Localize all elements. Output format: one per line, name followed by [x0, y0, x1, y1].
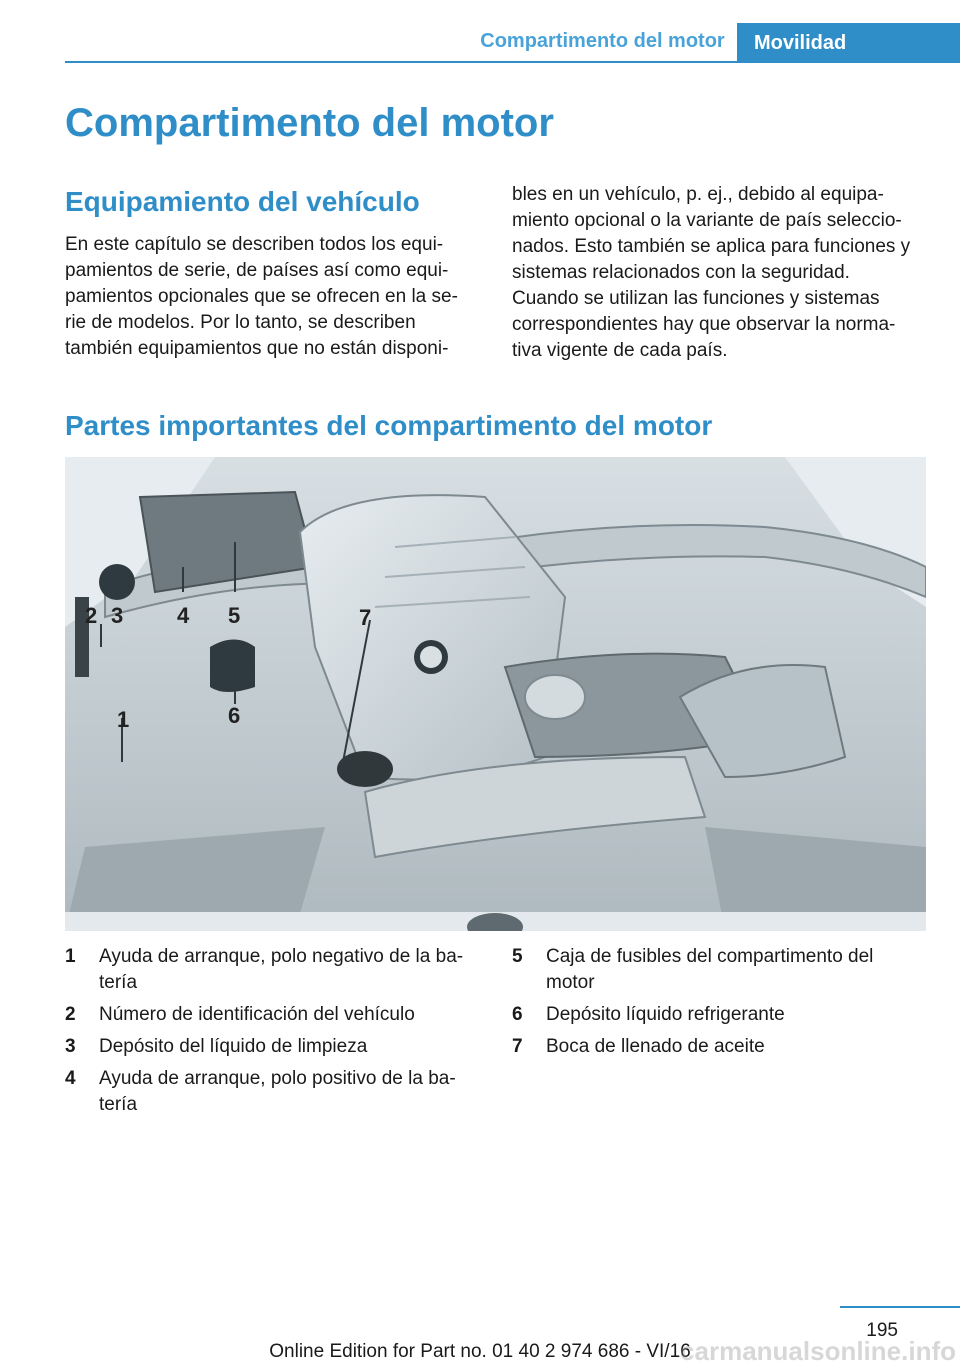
page-title: Compartimento del motor [65, 101, 554, 145]
watermark: carmanualsonline.info [680, 1336, 956, 1366]
header-chapter-tab[interactable]: Movilidad [737, 23, 960, 63]
list-item: 6 Depósito líquido refrigerante [512, 1004, 785, 1025]
parts-heading: Partes importantes del compartimento del motor [65, 410, 713, 441]
callout-1: 1 [117, 707, 130, 732]
edition-line: Online Edition for Part no. 01 40 2 974 686 - VI/16 [269, 1341, 691, 1362]
callout-3: 3 [111, 603, 124, 628]
callout-5: 5 [228, 603, 241, 628]
list-item: 7 Boca de llenado de aceite [512, 1036, 765, 1057]
equipment-text-col2: bles en un vehículo, p. ej., debido al equipa- miento opcional o la variante de país seleccio- nados. Esto también se aplica para funciones y sistemas relacionados con la seguridad. Cuando se utilizan las funciones y sistemas correspondientes hay que observar la norma- tiva vigente de cada país. [512, 184, 911, 361]
callout-2: 2 [85, 603, 98, 628]
list-item: 3 Depósito del líquido de limpieza [65, 1036, 368, 1057]
list-item: 2 Número de identificación del vehículo [65, 1004, 415, 1025]
engine-compartment-photo [65, 457, 926, 931]
equipment-heading: Equipamiento del vehículo [65, 186, 420, 217]
callout-7: 7 [359, 605, 372, 630]
footer-rule [840, 1306, 960, 1308]
header-section-title: Compartimento del motor [480, 30, 725, 52]
legend-right [512, 944, 922, 1066]
list-item: 1 Ayuda de arranque, polo negativo de la ba-tería [65, 946, 464, 993]
callout-4: 4 [177, 603, 190, 628]
callout-6: 6 [228, 703, 241, 728]
equipment-text-col1: En este capítulo se describen todos los equi- pamientos de serie, de países así como equi- pamientos opcionales que se ofrecen en la se- rie de modelos. Por lo tanto, se describen también equipamientos que no están disponi- [65, 234, 458, 359]
list-item: 4 Ayuda de arranque, polo positivo de la ba-tería [65, 1068, 456, 1115]
legend-left [65, 944, 475, 1124]
page-number: 195 [866, 1320, 898, 1341]
list-item: 5 Caja de fusibles del compartimento del motor [512, 946, 874, 993]
